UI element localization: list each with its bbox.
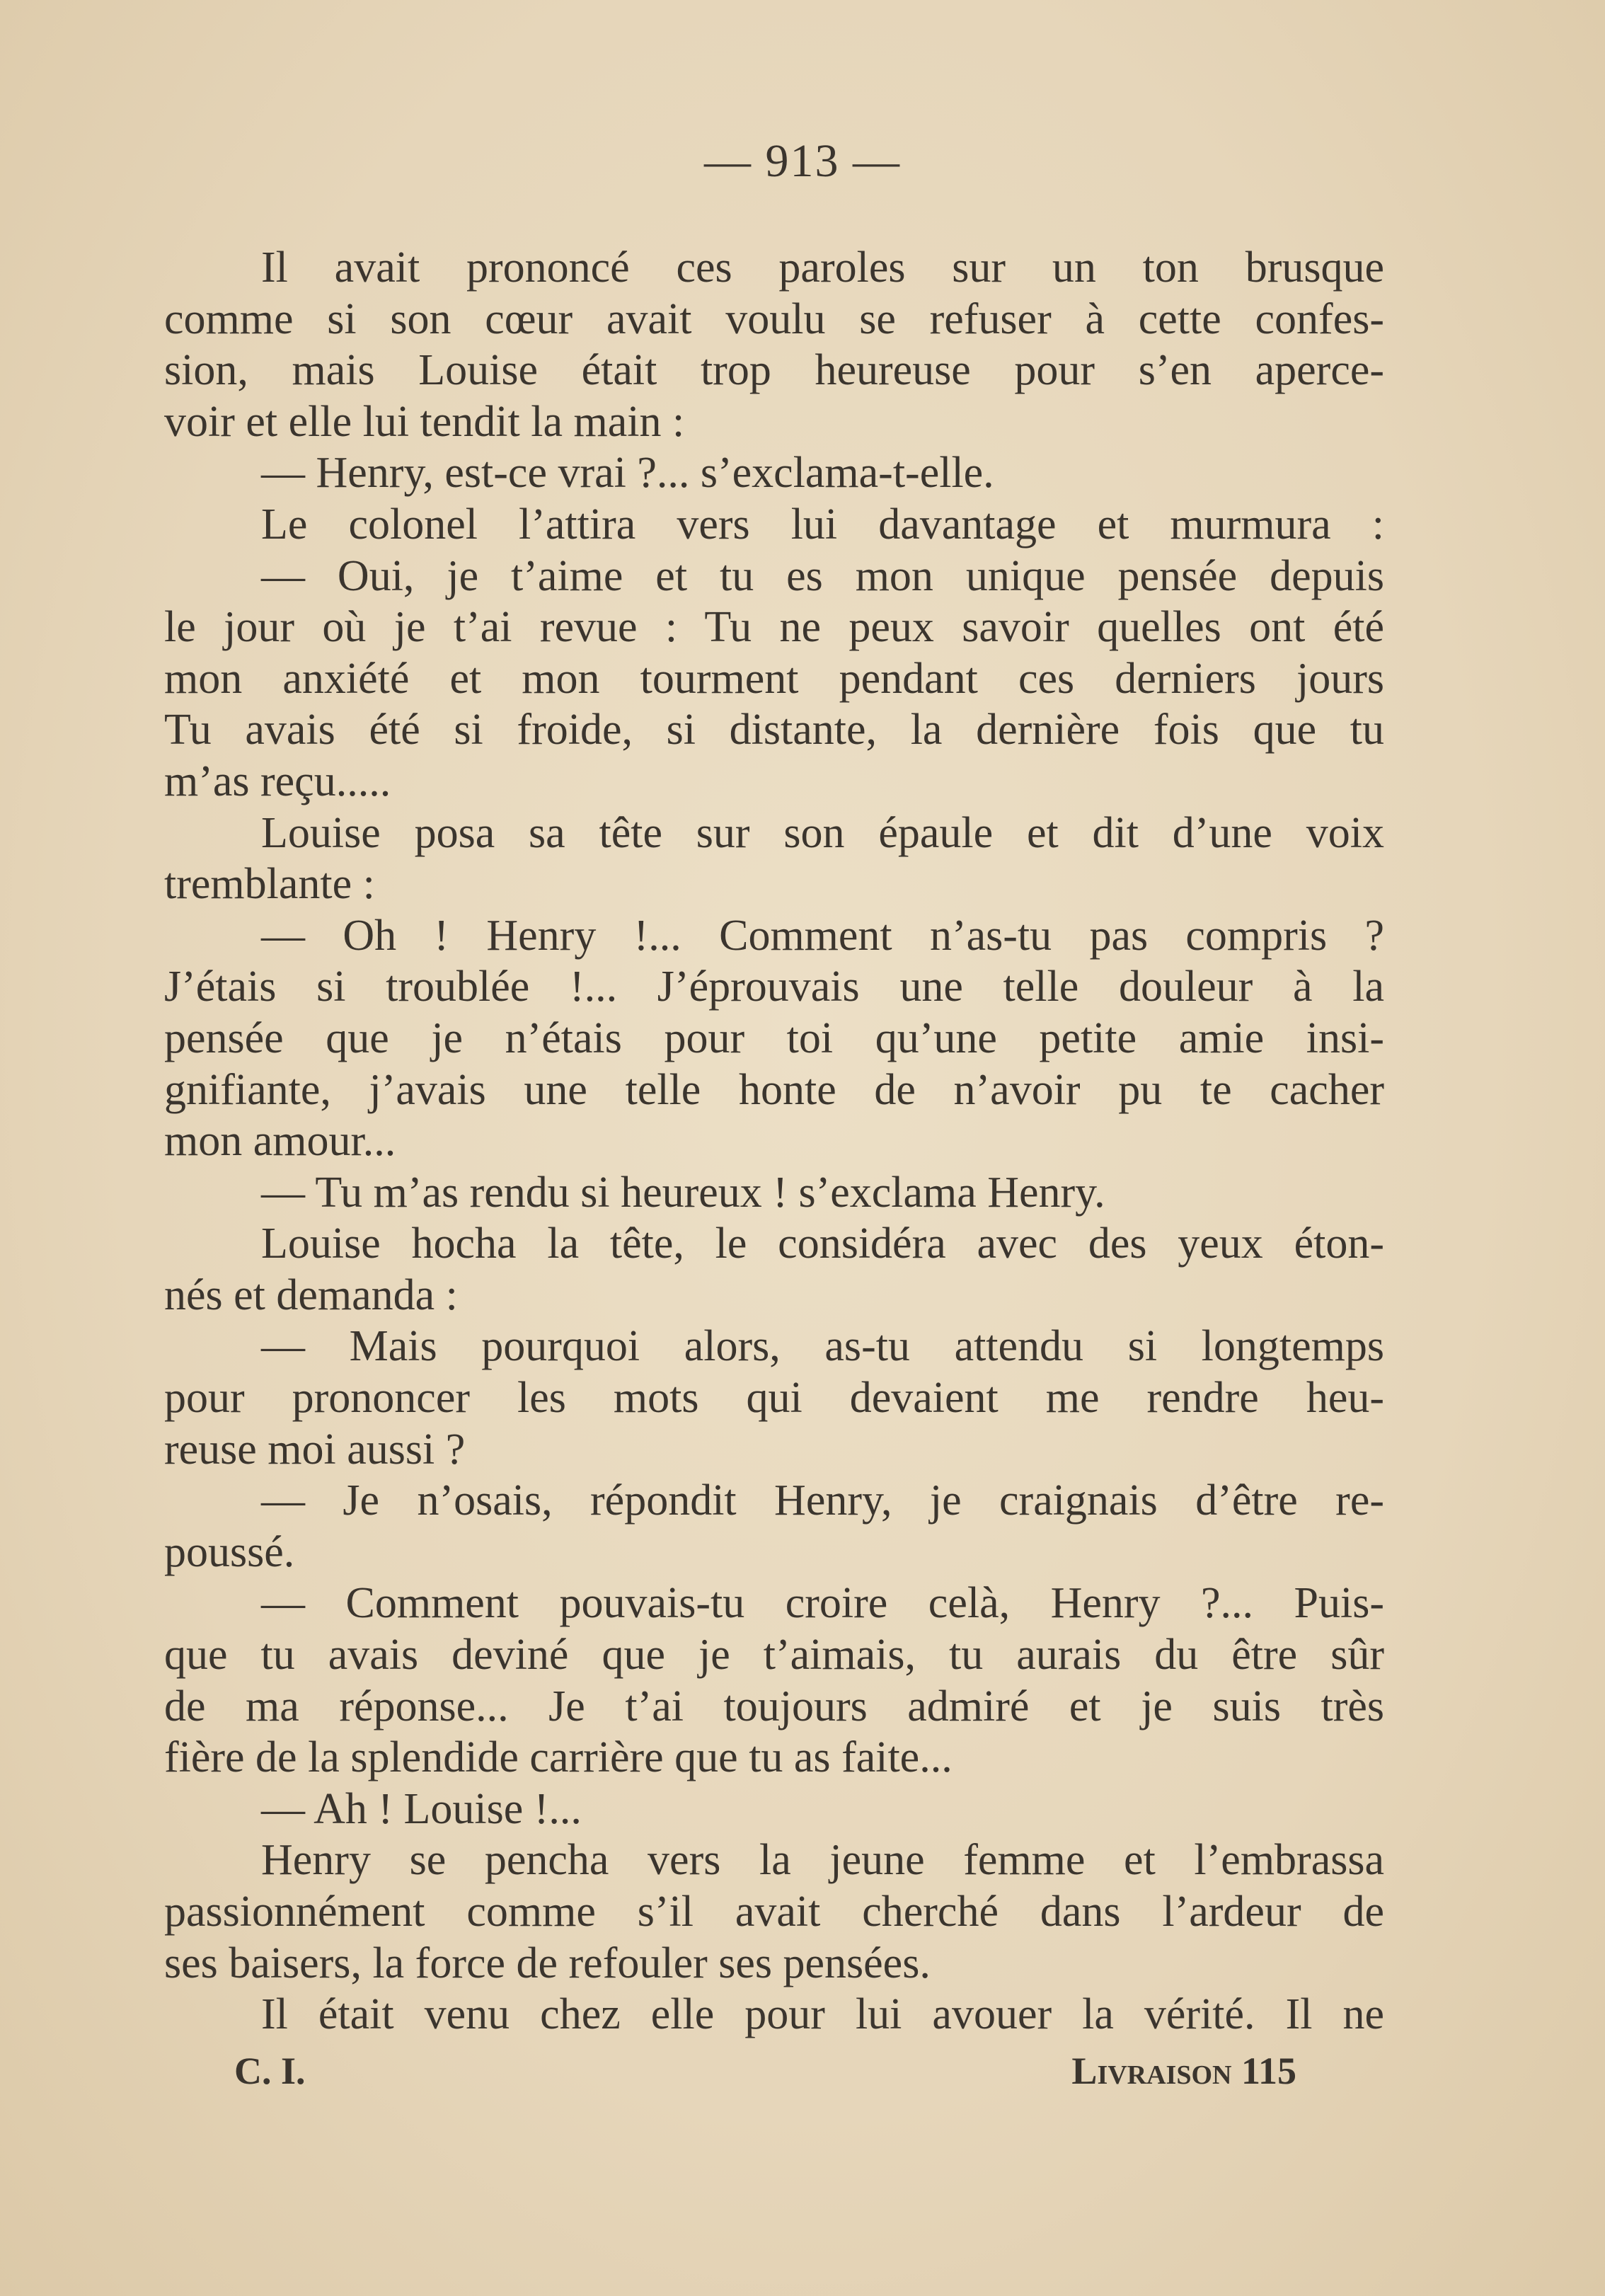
- text-line: Il avait prononcé ces paroles sur un ton brusque: [261, 243, 1384, 292]
- text-line: Louise posa sa tête sur son épaule et dit d’une voix: [261, 808, 1384, 857]
- text-line: ses baisers, la force de refouler ses pensées.: [164, 1939, 931, 1987]
- text-line: le jour où je t’ai revue : Tu ne peux savoir quelles ont été: [164, 603, 1384, 652]
- text-line: fière de la splendide carrière que tu as faite...: [164, 1733, 953, 1782]
- text-line: — Je n’osais, répondit Henry, je craignais d’être re-: [261, 1476, 1384, 1525]
- text-line: m’as reçu.....: [164, 757, 391, 805]
- text-line: poussé.: [164, 1527, 295, 1576]
- text-line: comme si son cœur avait voulu se refuser à cette confes-: [164, 294, 1384, 343]
- body-text: [164, 242, 1384, 2040]
- text-line: sion, mais Louise était trop heureuse pour s’en aperce-: [164, 346, 1384, 395]
- page-footer: [234, 2049, 1296, 2093]
- text-line: pensée que je n’étais pour toi qu’une petite amie insi-: [164, 1014, 1384, 1062]
- page-number: — 913 —: [704, 135, 901, 187]
- text-line: Louise hocha la tête, le considéra avec des yeux éton-: [261, 1219, 1384, 1268]
- text-line: Tu avais été si froide, si distante, la dernière fois que tu: [164, 706, 1384, 754]
- text-line: gnifiante, j’avais une telle honte de n’avoir pu te cacher: [164, 1065, 1384, 1114]
- text-line: — Henry, est-ce vrai ?... s’exclama-t-elle.: [261, 449, 994, 498]
- text-line: reuse moi aussi ?: [164, 1425, 466, 1474]
- text-line: — Tu m’as rendu si heureux ! s’exclama Henry.: [261, 1168, 1105, 1217]
- text-line: — Ah ! Louise !...: [261, 1784, 582, 1833]
- text-line: pour prononcer les mots qui devaient me rendre heu-: [164, 1374, 1384, 1423]
- text-line: voir et elle lui tendit la main :: [164, 397, 685, 446]
- text-line: Henry se pencha vers la jeune femme et l’embrassa: [261, 1836, 1384, 1885]
- text-line: Le colonel l’attira vers lui davantage et murmura :: [261, 500, 1384, 549]
- text-line: — Oh ! Henry !... Comment n’as-tu pas compris ?: [261, 911, 1384, 960]
- text-line: que tu avais deviné que je t’aimais, tu aurais du être sûr: [164, 1631, 1384, 1680]
- text-line: mon amour...: [164, 1117, 396, 1166]
- text-line: — Mais pourquoi alors, as-tu attendu si longtemps: [261, 1322, 1384, 1371]
- text-line: mon anxiété et mon tourment pendant ces derniers jours: [164, 654, 1384, 703]
- text-line: — Oui, je t’aime et tu es mon unique pensée depuis: [261, 551, 1384, 600]
- text-line: de ma réponse... Je t’ai toujours admiré et je suis très: [164, 1682, 1384, 1730]
- text-line: — Comment pouvais-tu croire celà, Henry ?... Puis-: [261, 1579, 1384, 1628]
- text-line: J’étais si troublée !... J’éprouvais une telle douleur à la: [164, 963, 1384, 1011]
- text-line: Il était venu chez elle pour lui avouer la vérité. Il ne: [261, 1990, 1384, 2039]
- footer-signature: C. I.: [234, 2050, 306, 2092]
- footer-livraison: Livraison 115: [1071, 2050, 1296, 2092]
- text-line: passionnément comme s’il avait cherché dans l’ardeur de: [164, 1888, 1384, 1936]
- text-line: nés et demanda :: [164, 1270, 458, 1319]
- text-line: tremblante :: [164, 860, 375, 909]
